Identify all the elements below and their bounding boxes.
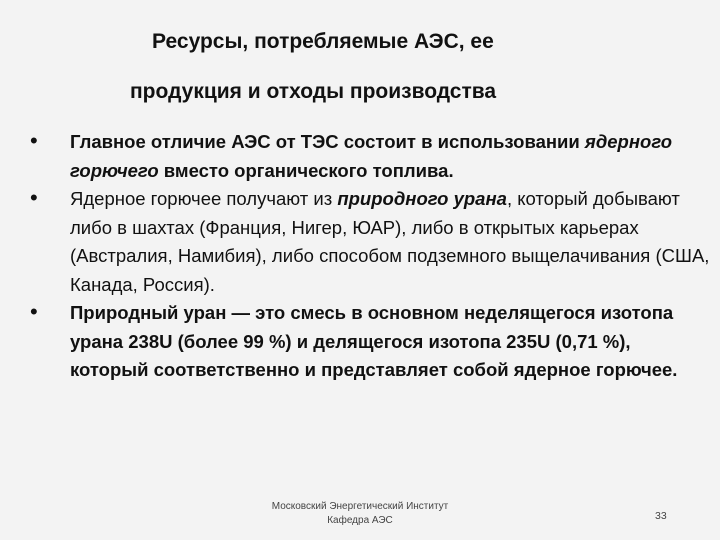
bullet-marker-icon: • [30, 128, 38, 153]
bullet-marker-icon: • [30, 299, 38, 324]
bullet-item-1 [30, 128, 710, 185]
slide-title-line-2: продукция и отходы производства [130, 80, 497, 103]
bullet-list [30, 128, 710, 385]
bullet-1-emphasis: ядерного горючего [70, 131, 673, 181]
footer-institute: Московский Энергетический Институт [271, 501, 449, 512]
bullet-2-text-part-2: , который добывают либо в шахтах (Франция, Нигер, ЮАР), либо в открытых карьерах (Австралия, Намибия), либо способом подземного выщелачивания (США, Канада, Россия). [70, 188, 710, 295]
bullet-1-text-part-1: Главное отличие АЭС от ТЭС состоит в использовании [70, 131, 585, 152]
bullet-item-2 [30, 185, 710, 299]
page-number: 33 [655, 510, 667, 522]
bullet-marker-icon: • [30, 185, 38, 210]
bullet-2-emphasis: природного урана [337, 188, 507, 209]
bullet-2-text-part-1: Ядерное горючее получают из [70, 188, 338, 209]
footer [210, 500, 510, 528]
bullet-item-3 [30, 299, 710, 385]
footer-department: Кафедра АЭС [327, 515, 393, 526]
slide-title-line-1: Ресурсы, потребляемые АЭС, ее [152, 30, 494, 53]
bullet-1-text-part-2: вместо органического топлива. [158, 159, 454, 181]
bullet-3-text: Природный уран — это смесь в основном неделящегося изотопа урана 238U (более 99 %) и делящегося изотопа 235U (0,71 %), который соответственно и представляет собой ядерное горючее. [70, 302, 678, 380]
